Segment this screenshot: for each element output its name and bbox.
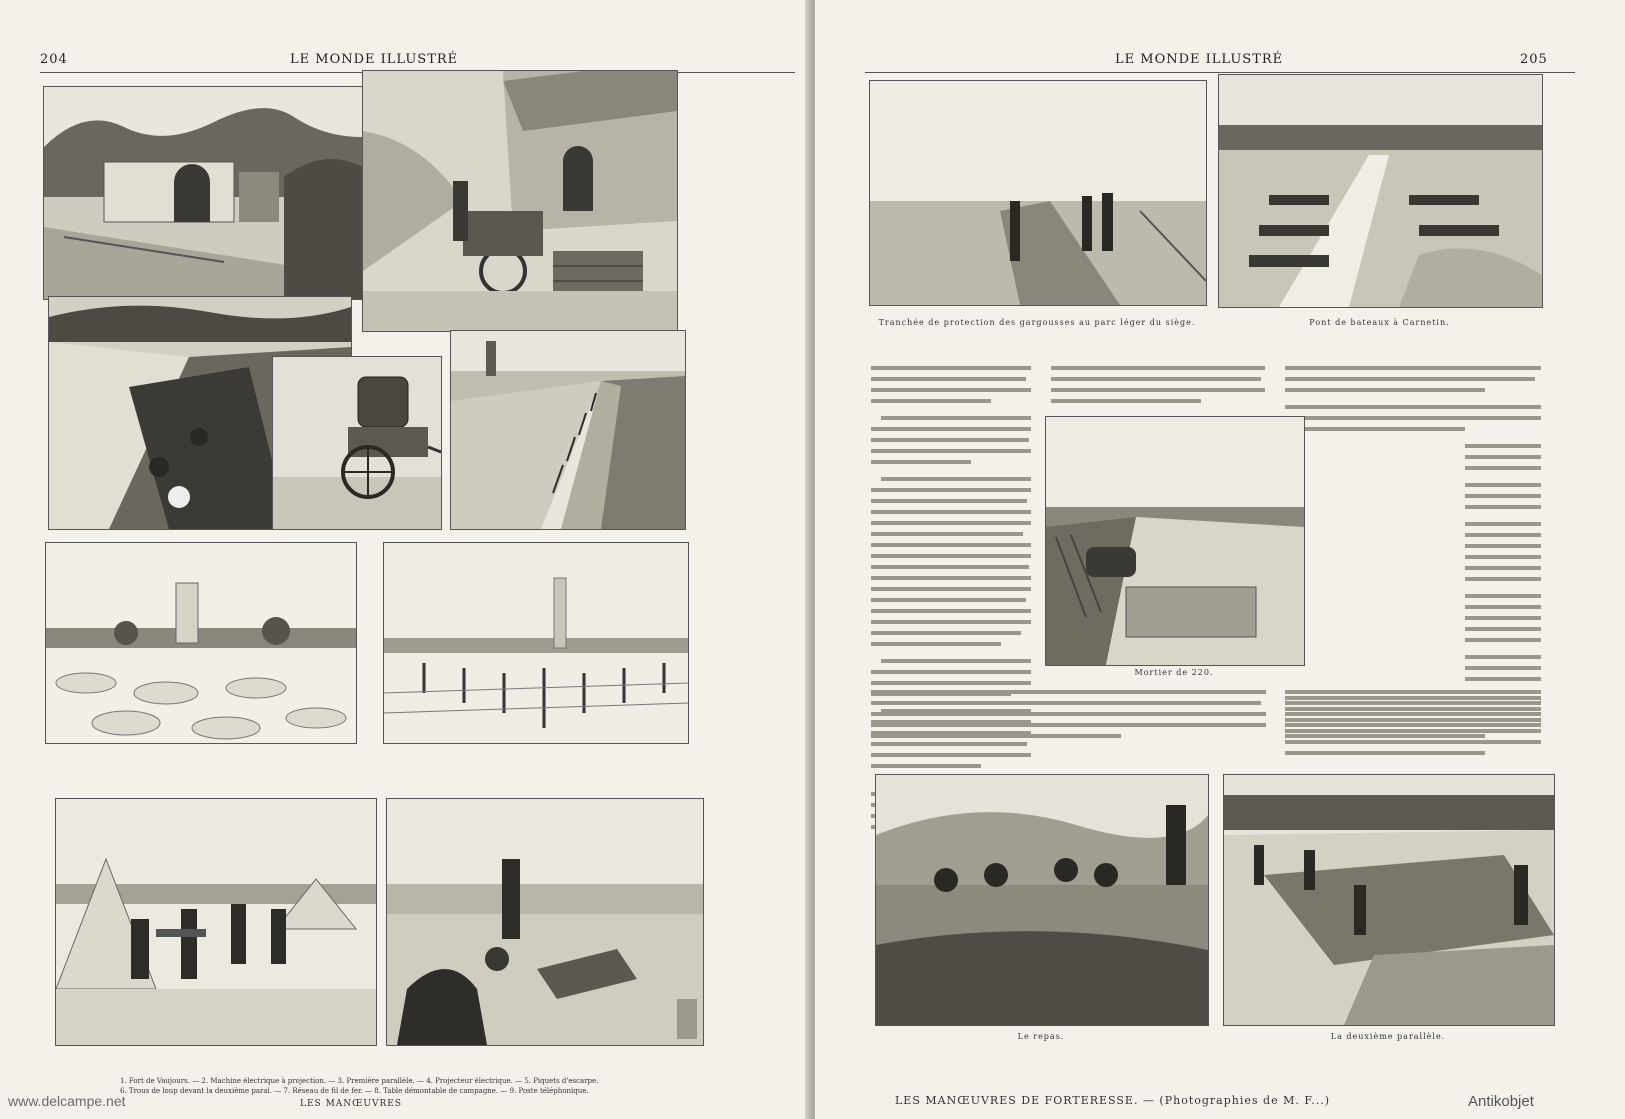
figure-legend: [120, 1076, 720, 1096]
page-number-left: 204: [40, 52, 68, 67]
article-column-2-top: [1051, 366, 1265, 416]
right-page: [815, 0, 1625, 1119]
text-lines-lower-left: [871, 690, 1266, 750]
running-head-right: LE MONDE ILLUSTRÉ: [1115, 52, 1284, 67]
page-number-right: 205: [1520, 52, 1548, 67]
photo-deuxieme-parallele: [1223, 774, 1555, 1026]
article-lower-left: [871, 690, 1266, 750]
photo-machine-electrique: [362, 70, 678, 332]
watermark-right: Antikobjet: [1468, 1093, 1534, 1110]
photo-tranchee: [869, 80, 1207, 306]
watermark-left: www.delcampe.net: [8, 1093, 126, 1109]
header-rule-right: [865, 72, 1575, 73]
left-page: [0, 0, 810, 1119]
article-lower-right: [1285, 690, 1541, 750]
running-head-left: LE MONDE ILLUSTRÉ: [290, 52, 459, 67]
legend-line-1: 1. Fort de Vaujours. — 2. Machine électrique à projection. — 3. Première parallèle. — 4. Projecteur électrique. — 5. Piquets d'escarpe.: [120, 1077, 599, 1085]
photo-trous-de-loup: [45, 542, 357, 744]
caption-pont: Pont de bateaux à Carnetin.: [1309, 318, 1450, 327]
photo-pont-bateaux: [1218, 74, 1543, 308]
photo-piquets-escarpe: [450, 330, 686, 530]
photo-table-campagne: [55, 798, 377, 1046]
text-lines-col-3: [1285, 366, 1541, 836]
text-lines-col-1: [871, 366, 1031, 836]
bottom-caption-left: LES MANŒUVRES: [300, 1099, 402, 1109]
text-lines-lower-right: [1285, 690, 1541, 750]
text-lines-col-2: [1051, 366, 1265, 416]
photo-poste-telephonique: [386, 798, 704, 1046]
bottom-caption-right: LES MANŒUVRES DE FORTERESSE. — (Photographies de M. F...): [895, 1094, 1331, 1107]
article-column-3: [1285, 366, 1541, 836]
photo-fort-vaujours: [43, 86, 363, 300]
caption-le-repas: Le repas.: [1017, 1032, 1065, 1041]
legend-line-2: 6. Trous de loup devant la deuxième paral. — 7. Réseau de fil de fer. — 8. Table démontable de campagne. — 9. Poste téléphonique.: [120, 1087, 589, 1095]
photo-projecteur-electrique: [272, 356, 442, 530]
photo-le-repas: [875, 774, 1209, 1026]
caption-deuxieme-parallele: La deuxième parallèle.: [1330, 1032, 1446, 1041]
article-column-1: [871, 366, 1031, 836]
caption-tranchee: Tranchée de protection des gargousses au parc léger du siège.: [878, 318, 1196, 327]
caption-mortier: Mortier de 220.: [1134, 668, 1214, 677]
photo-reseau-fil-de-fer: [383, 542, 689, 744]
photo-mortier: [1045, 416, 1305, 666]
